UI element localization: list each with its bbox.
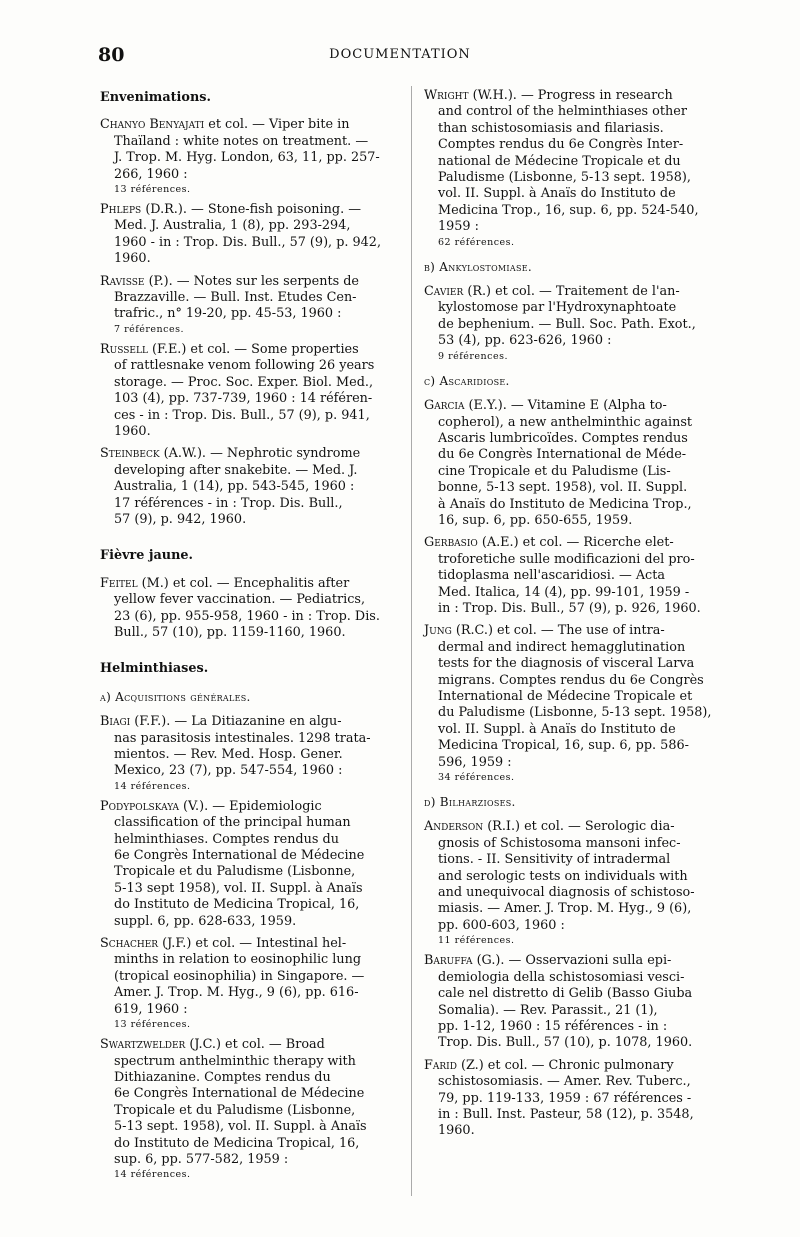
section-title: Fièvre jaune. (100, 548, 193, 564)
entry-line: Paludisme (Lisbonne, 5-13 sept. 1958), (438, 170, 691, 186)
entry-text: (V.). — Epidemiologic (183, 798, 322, 814)
entry-line: Amer. J. Trop. M. Hyg., 9 (6), pp. 616- (114, 985, 359, 1001)
entry-line: and serologic tests on individuals with (438, 868, 688, 884)
entry-line: helminthiases. Comptes rendus du (114, 831, 339, 847)
entry-line: suppl. 6, pp. 628-633, 1959. (114, 913, 297, 929)
entry-line: kylostomose par l'Hydroxynaphtoate (438, 300, 677, 316)
entry-line: Med. Italica, 14 (4), pp. 99-101, 1959 - (438, 584, 690, 600)
entry-list (100, 714, 403, 1181)
entry-text: (F.E.) et col. — Some properties (152, 341, 359, 357)
entry-text: (R.I.) et col. — Serologic dia- (487, 819, 675, 835)
entry-first-line (100, 1037, 403, 1053)
entry-line: spectrum anthelminthic therapy with (114, 1053, 356, 1069)
subsection-title: d) Bilharzioses. (424, 795, 516, 810)
entry-line: 6e Congrès International de Médecine (114, 848, 365, 864)
bibliography-entry (100, 936, 403, 1031)
entry-author: Wright (424, 88, 469, 103)
entry-line: 6e Congrès International de Médecine (114, 1086, 365, 1102)
subsection-title: b) Ankylostomiase. (424, 259, 532, 274)
entry-author: Baruffa (424, 953, 473, 969)
bibliography-entry (100, 202, 403, 268)
bibliography-entry (100, 117, 403, 196)
entry-line: 1960. (114, 423, 151, 439)
entry-line: Ascaris lumbricoïdes. Comptes rendus (438, 430, 688, 446)
entry-reference-count: 13 références. (114, 1019, 191, 1031)
entry-line: and unequivocal diagnosis of schistoso- (438, 885, 695, 901)
entry-text: (M.) et col. — Encephalitis after (141, 575, 350, 591)
entry-line: yellow fever vaccination. — Pediatrics, (114, 592, 366, 608)
entry-text: (Z.) et col. — Chronic pulmonary (461, 1057, 674, 1073)
entry-first-line (100, 446, 403, 462)
entry-first-line (424, 535, 732, 551)
entry-line: pp. 600-603, 1960 : (438, 917, 565, 933)
subsection-title: a) Acquisitions générales. (100, 689, 251, 704)
entry-line: 5-13 sept. 1958), vol. II. Suppl. à Anaïs (114, 1119, 367, 1135)
entry-first-line (100, 576, 403, 592)
entry-text: (G.). — Osservazioni sulla epi- (476, 953, 672, 969)
entry-line: Tropicale et du Paludisme (Lisbonne, (114, 864, 356, 880)
entry-author: Jung (424, 623, 452, 639)
entry-line: Brazzaville. — Bull. Inst. Etudes Cen- (114, 290, 357, 306)
entry-line: dermal and indirect hemagglutination (438, 639, 686, 655)
entry-line: Tropicale et du Paludisme (Lisbonne, (114, 1102, 356, 1118)
entry-author: Ravisse (100, 273, 145, 289)
entry-line: 5-13 sept 1958), vol. II. Suppl. à Anaïs (114, 880, 363, 896)
section-title: Helminthiases. (100, 661, 209, 677)
entry-line: tions. - II. Sensitivity of intradermal (438, 852, 671, 868)
entry-text: (D.R.). — Stone-fish poisoning. — (145, 202, 361, 218)
subsection-title: c) Ascaridiose. (424, 373, 510, 388)
bibliography-entry (100, 274, 403, 336)
entry-line: à Anaïs do Instituto de Medicina Trop., (438, 496, 692, 512)
entry-reference-count: 62 références. (438, 236, 515, 248)
entry-text: et col. — Viper bite in (208, 117, 350, 133)
right-column (424, 88, 732, 1146)
entry-first-line (424, 1058, 732, 1074)
entry-reference-count: 14 références. (114, 1169, 191, 1181)
entry-line: 53 (4), pp. 623-626, 1960 : (438, 333, 612, 349)
entry-author: Phleps (100, 202, 142, 218)
entry-line: in : Trop. Dis. Bull., 57 (9), p. 926, 1960. (438, 600, 701, 616)
entry-reference-count: 11 références. (438, 935, 515, 947)
entry-line: tests for the diagnosis of visceral Larva (438, 656, 695, 672)
entry-reference-count: 34 références. (438, 772, 515, 784)
entry-author: Podypolskaya (100, 798, 179, 814)
entry-author: Swartzwelder (100, 1037, 186, 1053)
entry-author: Cavier (424, 284, 464, 300)
entry-line: demiologia della schistosomiasi vesci- (438, 969, 685, 985)
entry-line: 1960 - in : Trop. Dis. Bull., 57 (9), p. 942, (114, 234, 382, 250)
bibliography-entry (100, 342, 403, 440)
entry-first-line (100, 799, 403, 815)
entry-line: 17 références - in : Trop. Dis. Bull., (114, 495, 343, 511)
entry-line: Bull., 57 (10), pp. 1159-1160, 1960. (114, 624, 346, 640)
bibliography-entry (100, 446, 403, 528)
entry-line: 596, 1959 : (438, 754, 512, 770)
entry-reference-count: 14 références. (114, 780, 191, 792)
entry-text: (R.) et col. — Traitement de l'an- (467, 284, 680, 300)
entry-line: in : Bull. Inst. Pasteur, 58 (12), p. 3548, (438, 1106, 694, 1122)
entry-line: Medicina Tropical, 16, sup. 6, pp. 586- (438, 738, 689, 754)
entry-line: developing after snakebite. — Med. J. (114, 462, 358, 478)
entry-line: migrans. Comptes rendus du 6e Congrès (438, 672, 704, 688)
entry-line: vol. II. Suppl. à Anaïs do Instituto de (438, 186, 676, 202)
entry-author: Steinbeck (100, 446, 160, 462)
entry-line: Mexico, 23 (7), pp. 547-554, 1960 : (114, 763, 343, 779)
entry-first-line (424, 88, 732, 104)
entry-first-line (424, 398, 732, 414)
entry-text: (A.E.) et col. — Ricerche elet- (481, 535, 674, 551)
entry-line: du 6e Congrès International de Méde- (438, 447, 687, 463)
entry-line: Dithiazanine. Comptes rendus du (114, 1069, 331, 1085)
entry-line: do Instituto de Medicina Tropical, 16, (114, 897, 360, 913)
entry-text: (E.Y.). — Vitamine E (Alpha to- (468, 398, 667, 414)
entry-line: do Instituto de Medicina Tropical, 16, (114, 1135, 360, 1151)
entry-line: bonne, 5-13 sept. 1958), vol. II. Suppl. (438, 480, 688, 496)
entry-first-line (100, 936, 403, 952)
entry-line: 266, 1960 : (114, 166, 188, 182)
entry-line: nas parasitosis intestinales. 1298 trata- (114, 730, 371, 746)
entry-line: pp. 1-12, 1960 : 15 références - in : (438, 1018, 668, 1034)
bibliography-entry (424, 284, 732, 363)
entry-line: cine Tropicale et du Paludisme (Lis- (438, 463, 671, 479)
entry-line: and control of the helminthiases other (438, 104, 687, 120)
entry-first-line (100, 342, 403, 358)
entry-line: Medicina Trop., 16, sup. 6, pp. 524-540, (438, 202, 699, 218)
bibliography-entry (424, 1058, 732, 1140)
entry-line: 1959 : (438, 219, 479, 235)
entry-list (424, 284, 732, 363)
entry-text: (J.F.) et col. — Intestinal hel- (162, 936, 347, 952)
entry-line: 23 (6), pp. 955-958, 1960 - in : Trop. Dis. (114, 608, 380, 624)
entry-line: minths in relation to eosinophilic lung (114, 952, 362, 968)
entry-first-line (100, 117, 403, 133)
page-number: 80 (98, 44, 125, 66)
entry-author: Gerbasio (424, 535, 478, 551)
entry-line: trafric., n° 19-20, pp. 45-53, 1960 : (114, 306, 342, 322)
entry-line: cale nel distretto di Gelib (Basso Giuba (438, 986, 693, 1002)
section-title: Envenimations. (100, 90, 211, 105)
bibliography-entry (424, 88, 732, 249)
entry-text: (A.W.). — Nephrotic syndrome (163, 446, 361, 462)
entry-line: 619, 1960 : (114, 1001, 188, 1017)
entry-author: Farid (424, 1057, 457, 1073)
entry-line: Comptes rendus du 6e Congrès Inter- (438, 137, 684, 153)
entry-line: gnosis of Schistosoma mansoni infec- (438, 835, 681, 851)
entry-line: 1960. (114, 251, 151, 267)
entry-line: storage. — Proc. Soc. Exper. Biol. Med., (114, 374, 374, 390)
bibliography-entry (100, 799, 403, 930)
entry-author: Chanyo Benyajati (100, 117, 205, 133)
entry-text: (W.H.). — Progress in research (472, 88, 673, 103)
entry-line: sup. 6, pp. 577-582, 1959 : (114, 1151, 289, 1167)
entry-author: Biagi (100, 714, 131, 730)
entry-author: Anderson (424, 819, 484, 835)
entry-line: vol. II. Suppl. à Anaïs do Instituto de (438, 721, 676, 737)
entry-line: Australia, 1 (14), pp. 543-545, 1960 : (114, 479, 355, 495)
entry-line: Trop. Dis. Bull., 57 (10), p. 1078, 1960. (438, 1035, 693, 1051)
entry-line: of rattlesnake venom following 26 years (114, 358, 375, 374)
entry-line: International de Médecine Tropicale et (438, 689, 693, 704)
entry-line: (tropical eosinophilia) in Singapore. — (114, 968, 365, 984)
entry-line: 16, sup. 6, pp. 650-655, 1959. (438, 512, 633, 528)
entry-author: Schacher (100, 936, 159, 952)
bibliography-entry (424, 953, 732, 1051)
entry-text: (F.F.). — La Ditiazanine en algu- (134, 714, 342, 730)
entry-author: Russell (100, 341, 148, 357)
entry-line: Somalia). — Rev. Parassit., 21 (1), (438, 1002, 658, 1018)
entry-list (100, 117, 403, 528)
entry-line: schistosomiasis. — Amer. Rev. Tuberc., (438, 1074, 691, 1090)
entry-reference-count: 13 références. (114, 184, 191, 196)
entry-list (424, 398, 732, 784)
running-head: DOCUMENTATION (329, 47, 471, 62)
entry-line: J. Trop. M. Hyg. London, 63, 11, pp. 257- (114, 150, 380, 166)
entry-first-line (100, 714, 403, 730)
entry-line: du Paludisme (Lisbonne, 5-13 sept. 1958), (438, 705, 712, 721)
entry-text: (R.C.) et col. — The use of intra- (455, 623, 665, 639)
left-column (100, 88, 403, 1187)
entry-first-line (100, 274, 403, 290)
entry-line: de bephenium. — Bull. Soc. Path. Exot., (438, 316, 696, 332)
entry-first-line (424, 284, 732, 300)
entry-line: tidoplasma nell'ascaridiosi. — Acta (438, 568, 665, 584)
bibliography-entry (100, 714, 403, 793)
entry-line: classification of the principal human (114, 815, 351, 831)
entry-line: 1960. (438, 1123, 475, 1139)
entry-reference-count: 7 références. (114, 323, 184, 335)
entry-line: ces - in : Trop. Dis. Bull., 57 (9), p. 941, (114, 407, 370, 423)
column-divider (411, 86, 412, 1196)
bibliography-entry (424, 623, 732, 784)
entry-list (100, 576, 403, 642)
bibliography-entry (100, 576, 403, 642)
entry-line: 79, pp. 119-133, 1959 : 67 références - (438, 1090, 692, 1106)
entry-line: 103 (4), pp. 737-739, 1960 : 14 référen- (114, 391, 373, 407)
entry-line: Med. J. Australia, 1 (8), pp. 293-294, (114, 218, 351, 234)
entry-line: troforetiche sulle modificazioni del pro- (438, 551, 695, 567)
entry-line: mientos. — Rev. Med. Hosp. Gener. (114, 747, 343, 762)
bibliography-entry (100, 1037, 403, 1181)
entry-line: than schistosomiasis and filariasis. (438, 120, 664, 136)
entry-text: (P.). — Notes sur les serpents de (148, 273, 359, 289)
entry-line: miasis. — Amer. J. Trop. M. Hyg., 9 (6), (438, 901, 692, 917)
entry-line: 57 (9), p. 942, 1960. (114, 511, 247, 527)
bibliography-entry (424, 819, 732, 947)
entry-line: national de Médecine Tropicale et du (438, 153, 681, 169)
entry-text: (J.C.) et col. — Broad (189, 1037, 325, 1053)
entry-list (424, 819, 732, 1139)
entry-list (424, 88, 732, 249)
entry-first-line (424, 623, 732, 639)
entry-line: copherol), a new anthelminthic against (438, 414, 693, 430)
entry-author: Garcia (424, 398, 465, 414)
entry-line: Thaïland : white notes on treatment. — (114, 133, 369, 149)
entry-first-line (424, 819, 732, 835)
entry-first-line (424, 953, 732, 969)
bibliography-entry (424, 398, 732, 529)
bibliography-entry (424, 535, 732, 617)
entry-author: Feitel (100, 575, 138, 591)
entry-first-line (100, 202, 403, 218)
entry-reference-count: 9 références. (438, 350, 508, 362)
